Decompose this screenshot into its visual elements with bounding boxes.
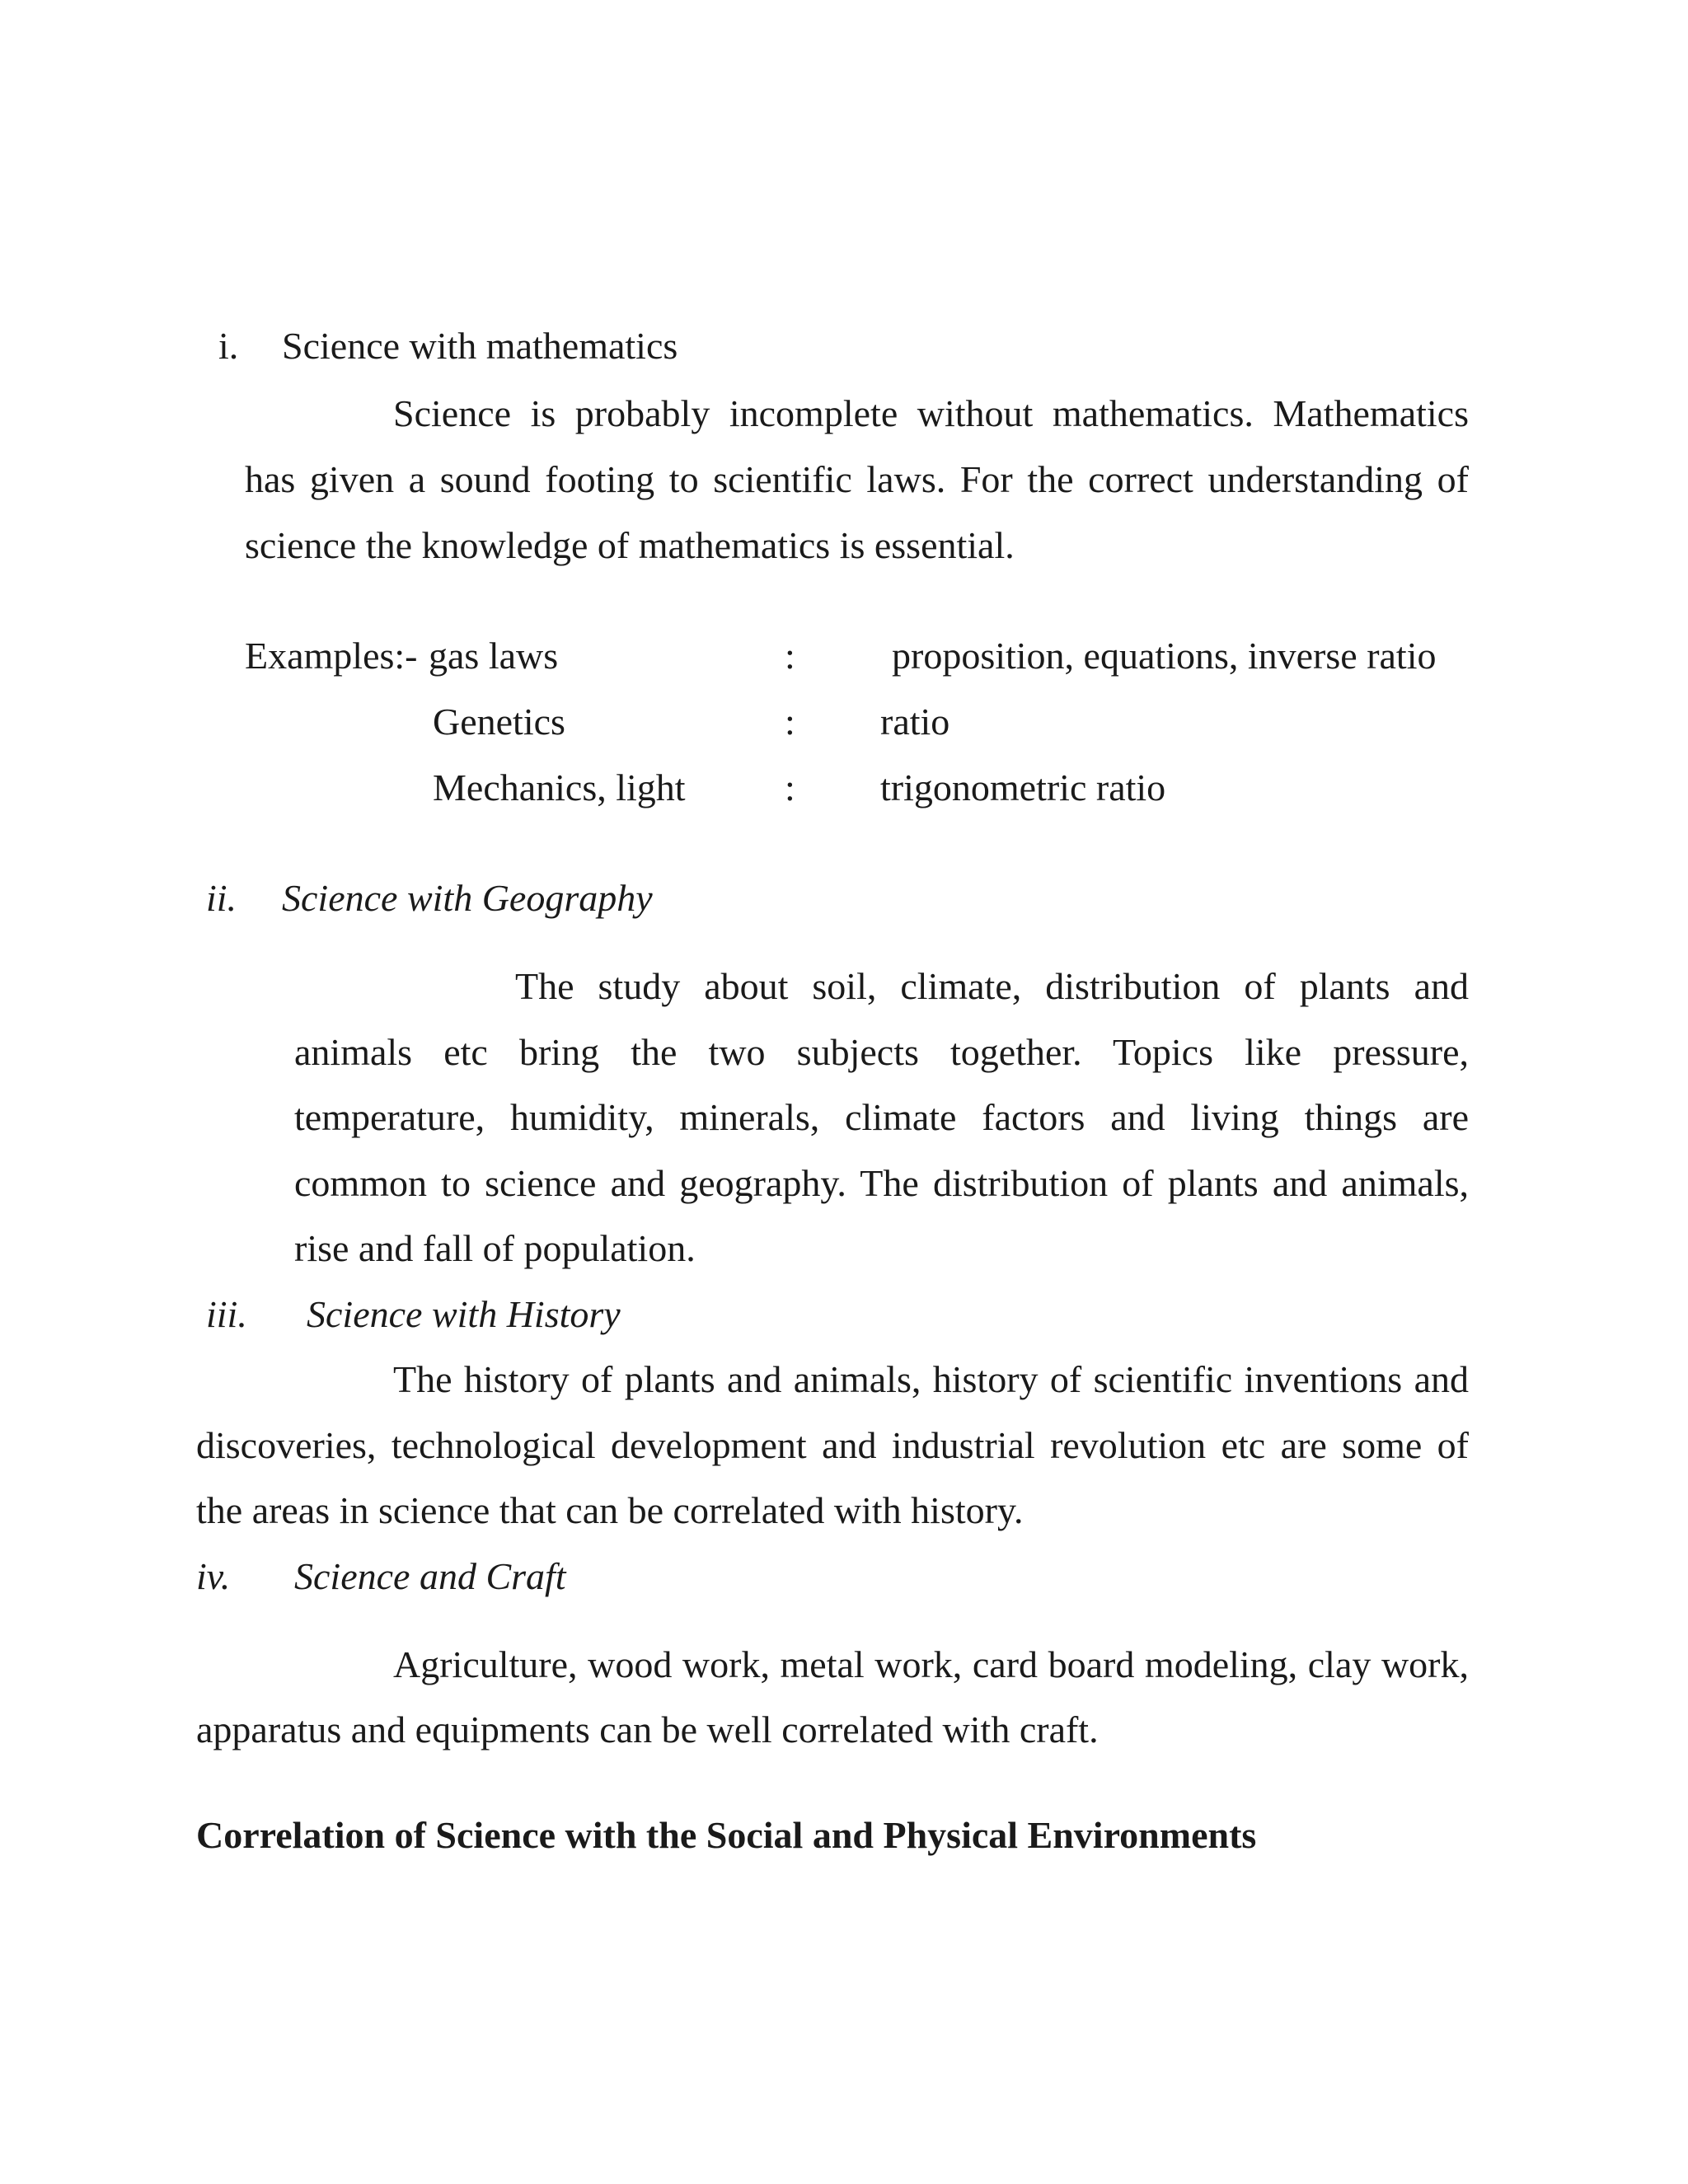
section-ii-para-line: animals etc bring the two subjects together. Topics like pressure, xyxy=(294,1031,1469,1073)
section-iii-para-line: the areas in science that can be correlated with history. xyxy=(196,1489,1024,1531)
section-iv-para-line: apparatus and equipments can be well correlated with craft. xyxy=(196,1708,1099,1750)
section-ii-para-line: rise and fall of population. xyxy=(294,1227,696,1269)
example-separator: : xyxy=(785,635,795,677)
section-i-title: Science with mathematics xyxy=(282,325,678,367)
example-separator: : xyxy=(785,766,795,808)
example-value: ratio xyxy=(880,701,950,743)
example-topic: Mechanics, light xyxy=(433,766,686,808)
section-ii-numeral: ii. xyxy=(206,877,237,919)
section-iii-numeral: iii. xyxy=(206,1293,247,1335)
section-heading: Correlation of Science with the Social and Physical Environments xyxy=(196,1814,1257,1856)
example-separator: : xyxy=(785,701,795,743)
section-iv-para-line: Agriculture, wood work, metal work, card board modeling, clay work, xyxy=(393,1643,1469,1685)
examples-label: Examples:- xyxy=(245,635,418,677)
example-value: trigonometric ratio xyxy=(880,766,1166,808)
section-i-numeral: i. xyxy=(218,325,239,367)
section-i-para-line: has given a sound footing to scientific laws. For the correct understanding of xyxy=(245,458,1469,500)
section-iii-para-line: The history of plants and animals, history of scientific inventions and xyxy=(393,1358,1469,1400)
example-topic: gas laws xyxy=(429,635,559,677)
section-iii-para-line: discoveries, technological development and industrial revolution etc are some of xyxy=(196,1424,1469,1466)
section-i-para-line: Science is probably incomplete without mathematics. Mathematics xyxy=(393,392,1469,434)
section-iii-title: Science with History xyxy=(307,1293,621,1335)
section-iv-numeral: iv. xyxy=(196,1555,231,1597)
section-ii-para-line: temperature, humidity, minerals, climate factors and living things are xyxy=(294,1096,1469,1138)
example-value: proposition, equations, inverse ratio xyxy=(892,635,1437,677)
section-ii-para-line: The study about soil, climate, distribution of plants and xyxy=(515,965,1469,1007)
section-iv-title: Science and Craft xyxy=(294,1555,566,1597)
section-ii-title: Science with Geography xyxy=(282,877,653,919)
section-i-para-line: science the knowledge of mathematics is essential. xyxy=(245,524,1015,566)
section-ii-para-line: common to science and geography. The distribution of plants and animals, xyxy=(294,1162,1469,1204)
example-topic: Genetics xyxy=(433,701,565,743)
